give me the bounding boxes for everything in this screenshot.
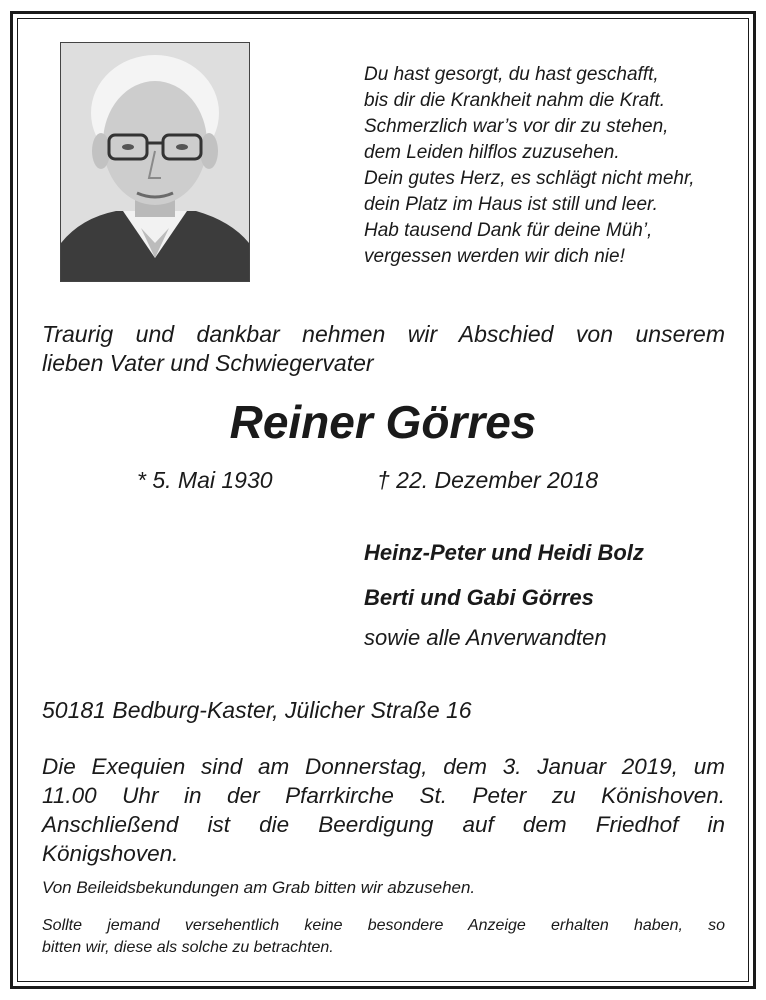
condolence-note: Von Beileidsbekundungen am Grab bitten wir abzusehen. (42, 878, 476, 897)
mourner-line: Heinz-Peter und Heidi Bolz (364, 540, 644, 565)
funeral-line: Anschließend ist die Beerdigung auf dem Friedhof in (42, 812, 725, 837)
deceased-name: Reiner Görres (229, 396, 537, 448)
poem-line: Schmerzlich war’s vor dir zu stehen, (364, 116, 669, 137)
notice-line: Sollte jemand versehentlich keine besondere Anzeige erhalten haben, so (42, 917, 725, 934)
intro-line: lieben Vater und Schwiegervater (42, 350, 374, 376)
intro-text (42, 320, 725, 378)
funeral-info (42, 752, 725, 868)
mourner-line: Berti und Gabi Görres (364, 585, 594, 610)
funeral-line: Die Exequien sind am Donnerstag, dem 3. Januar 2019, um (42, 754, 725, 779)
poem-line: Du hast gesorgt, du hast geschafft, (364, 64, 659, 85)
poem-line: Dein gutes Herz, es schlägt nicht mehr, (364, 168, 695, 189)
poem-line: Hab tausend Dank für deine Müh’, (364, 220, 653, 241)
portrait-photo (60, 42, 250, 282)
poem (364, 62, 724, 270)
poem-line: bis dir die Krankheit nahm die Kraft. (364, 90, 665, 111)
poem-line: vergessen werden wir dich nie! (364, 246, 625, 267)
poem-line: dem Leiden hilflos zuzusehen. (364, 142, 620, 163)
funeral-line: 11.00 Uhr in der Pfarrkirche St. Peter zu Könishoven. (42, 783, 725, 808)
address: 50181 Bedburg-Kaster, Jülicher Straße 16 (42, 697, 472, 723)
notice-line: bitten wir, diese als solche zu betrachten. (42, 939, 334, 956)
funeral-line: Königshoven. (42, 841, 179, 866)
birth-date: * 5. Mai 1930 (137, 467, 273, 493)
death-date: † 22. Dezember 2018 (377, 467, 599, 493)
intro-line: Traurig und dankbar nehmen wir Abschied von unserem (42, 321, 725, 347)
notice-text (42, 915, 725, 959)
poem-line: dein Platz im Haus ist still und leer. (364, 194, 658, 215)
mourner-line: sowie alle Anverwandten (364, 625, 607, 650)
